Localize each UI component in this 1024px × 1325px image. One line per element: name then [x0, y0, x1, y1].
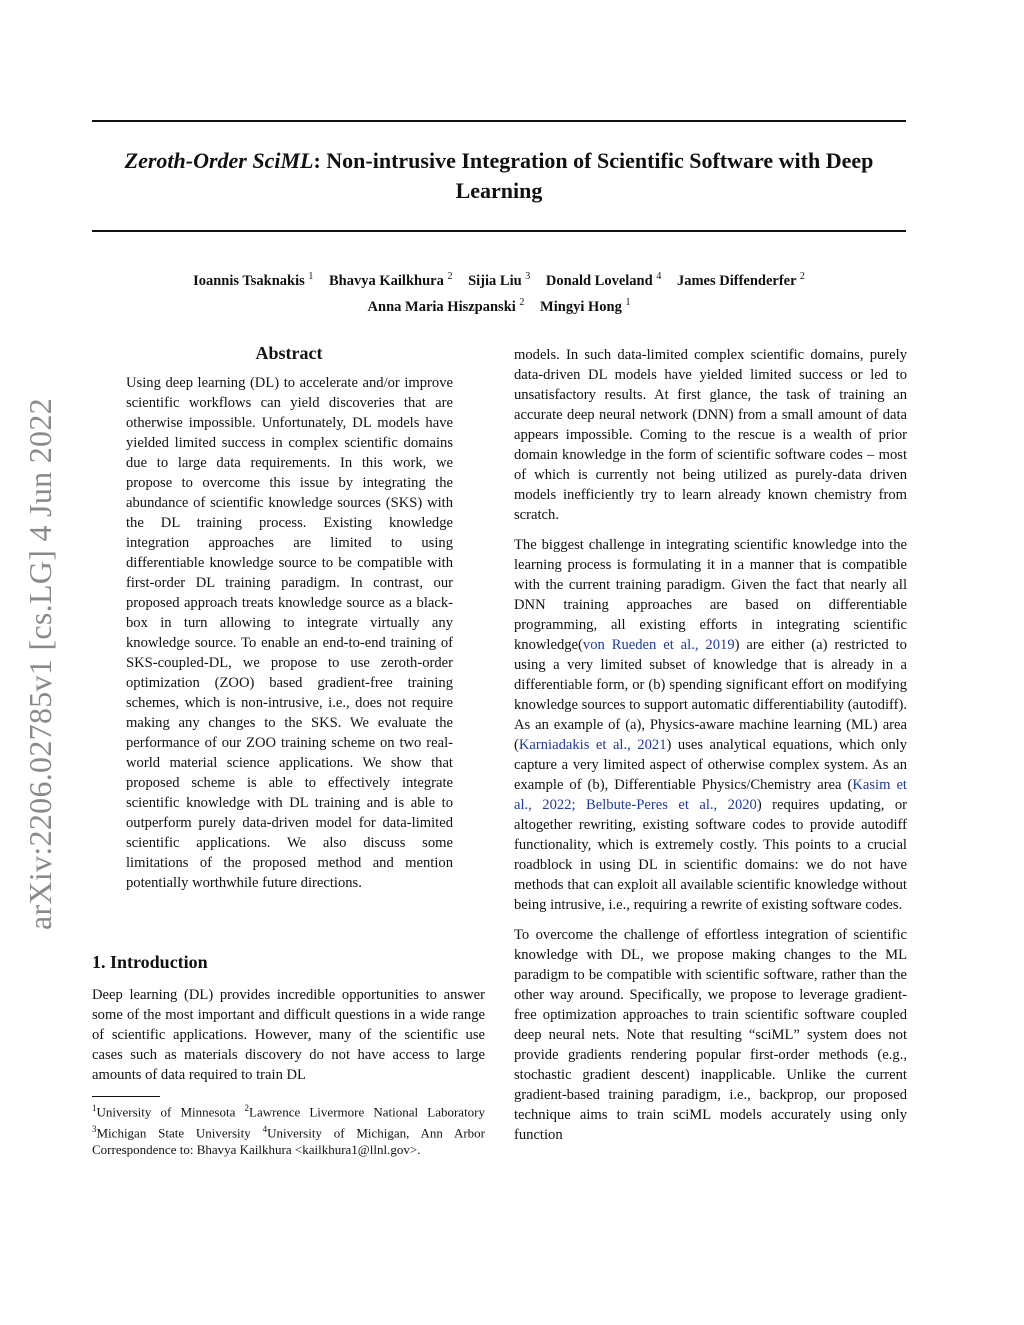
author-list: [92, 266, 906, 318]
footnote: $^1$University of Minnesota $^2$Lawrence Livermore National Laboratory $^3$Michigan State University $^4$University of Michigan, Ann Arbor Correspondence to: Bhavya Kailkhura <kailkhura1@llnl.gov>.: [92, 1103, 486, 1157]
right-column: [514, 345, 907, 1155]
paragraph: models. In such data-limited complex scientific domains, purely data-driven DL models have yielded limited success or led to unsatisfactory results. At first glance, the task of training an accurate deep neural network (DNN) from a small amount of data appears impossible. Coming to the rescue is a wealth of prior domain knowledge in the form of scientific software codes – most of which is currently not being utilized as purely-data driven models inefficiently try to learn already known chemistry from scratch.: [514, 347, 907, 523]
paper-title: [92, 146, 906, 206]
author: Sijia Liu $^3$: [468, 271, 531, 289]
abstract-text: Using deep learning (DL) to accelerate and/or improve scientific workflows can yield discoveries that are otherwise impossible. Unfortunately, DL models have yielded limited success in complex scientific domains due to large data requirements. In this work, we propose to overcome this issue by integrating the abundance of scientific knowledge sources (SKS) with the DL training process. Existing knowledge integration approaches are limited to using differentiable knowledge source to be compatible with first-order DL training paradigm. In contrast, our proposed approach treats knowledge source as a black-box in turn allowing to integrate virtually any knowledge source. To enable an end-to-end training of SKS-coupled-DL, we propose to use zeroth-order optimization (ZOO) based gradient-free training schemes, which is non-intrusive, i.e., does not require making any changes to the SKS. We evaluate the performance of our ZOO training scheme on two real-world material science applications. We show that proposed scheme is able to effectively integrate scientific knowledge with DL training and is able to outperform purely data-driven model for data-limited scientific applications. We also discuss some limitations of the proposed method and mention potentially worthwhile future directions.: [126, 375, 453, 891]
author: Mingyi Hong $^1$: [540, 296, 631, 315]
citation-link[interactable]: Karniadakis et al., 2021: [518, 737, 667, 753]
author: Anna Maria Hiszpanski $^2$: [367, 296, 525, 315]
citation-link[interactable]: von Rueden et al., 2019: [582, 637, 735, 653]
author: Donald Loveland $^4$: [545, 271, 662, 289]
author: Ioannis Tsaknakis $^1$: [193, 271, 314, 289]
top-rule: [92, 120, 906, 122]
paragraph: To overcome the challenge of effortless integration of scientific knowledge with DL, we propose making changes to the ML paradigm to be compatible with scientific software, rather than the other way around. Specifically, we propose to leverage gradient-free optimization approaches to train scientific software coupled deep neural nets. Note that resulting “sciML” system does not provide gradients rendering popular first-order methods (e.g., stochastic gradient descent) inapplicable. Unlike the current gradient-based training paradigm, i.e., backprop, our proposed technique aims to train sciML models accurately using only function: [514, 927, 907, 1143]
abstract-heading: Abstract: [255, 343, 323, 363]
citation-link[interactable]: Kasim et al., 2022; Belbute-Peres et al., 2020: [514, 777, 907, 813]
paragraph: The biggest challenge in integrating scientific knowledge into the learning process is formulating it in a manner that is compatible with the current training paradigm. Given the fact that nearly all DNN training approaches are based on differentiable programming, all existing efforts in integrating scientific knowledge(von Rueden et al., 2019) are either (a) restricted to using a very limited subset of knowledge that is already in a differentiable form, or (b) spending significant effort on modifying knowledge sources to support automatic differentiability (autodiff). As an example of (a), Physics-aware machine learning (ML) area (Karniadakis et al., 2021) uses analytical equations, which only capture a very limited aspect of otherwise complex system. As an example of (b), Differentiable Physics/Chemistry area (Kasim et al., 2022; Belbute-Peres et al., 2020) requires updating, or altogether rewriting, existing software codes to provide autodiff functionality, which is extremely costly. This points to a crucial roadblock in using DL in scientific domains: we do not have methods that can exploit all available scientific knowledge without being intrusive, i.e., requiring a rewrite of existing software codes.: [514, 537, 907, 913]
section-heading-introduction: 1. Introduction: [92, 952, 208, 972]
author: Bhavya Kailkhura $^2$: [329, 271, 453, 289]
footnote-rule: [92, 1096, 160, 1097]
author: James Diffenderfer $^2$: [676, 271, 805, 289]
title-italic: Zeroth-Order SciML: [124, 148, 314, 173]
title-rest: : Non-intrusive Integration of Scientific Software with Deep Learning: [313, 148, 874, 203]
arxiv-identifier: arXiv:2206.02785v1 [cs.LG] 4 Jun 2022: [22, 398, 58, 930]
title-bottom-rule: [92, 230, 906, 232]
introduction-text: Deep learning (DL) provides incredible opportunities to answer some of the most important and difficult questions in a wide range of scientific applications. However, many of the scientific use cases such as materials discovery do not have access to large amounts of data required to train DL: [92, 987, 485, 1083]
